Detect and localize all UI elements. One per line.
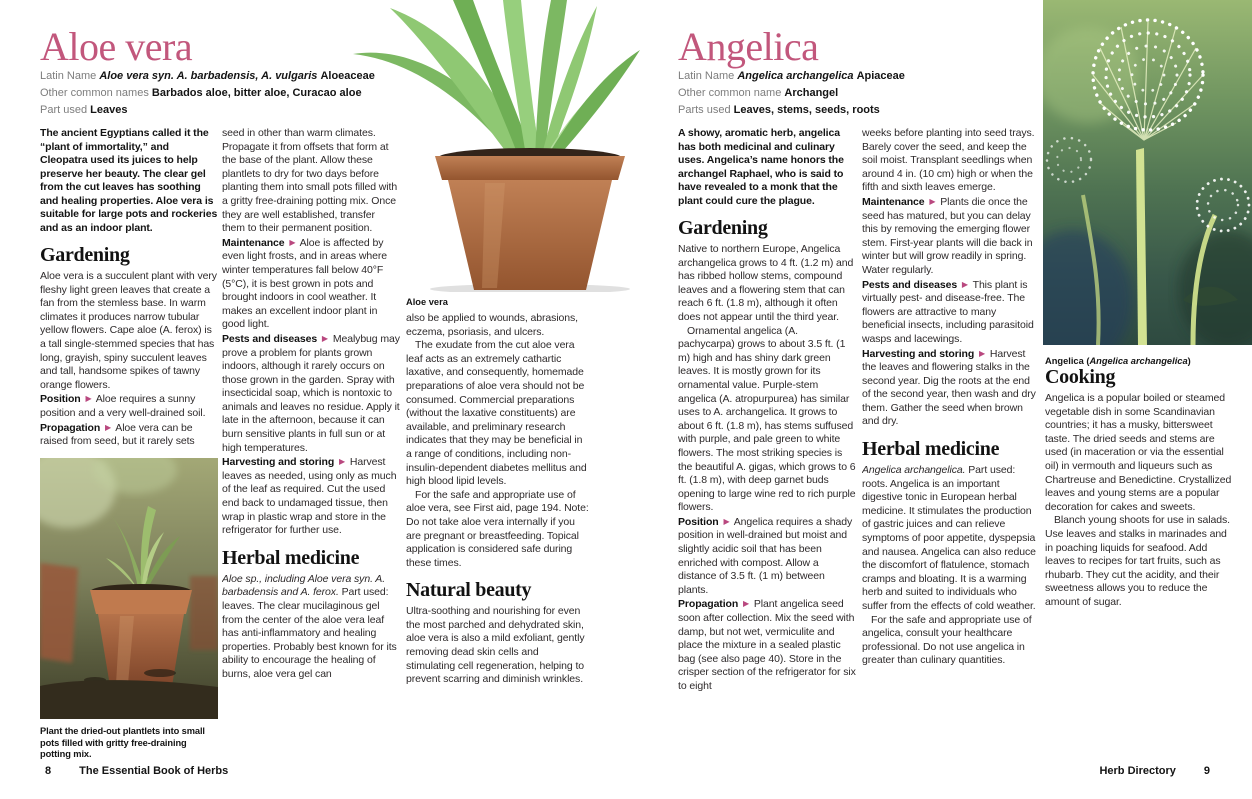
safety-paragraph: For the safe and appropriate use of aloe vera, see First aid, page 194. Note: Do not take aloe vera internally if you are pregnant or breastfeeding. Topical application is considered safe during these times. <box>406 488 589 569</box>
harvesting-label: Harvesting and storing <box>862 347 975 360</box>
aloe-photo-caption: Aloe vera <box>406 297 448 308</box>
herbal-medicine-text: Part used: leaves. The clear mucilaginous gel from the center of the aloe vera leaf has anti-inflammatory and healing properties. Probably best known for its ability to encourage the healing of burns, aloe vera gel can <box>222 586 397 680</box>
angelica-column-2 <box>862 127 1040 668</box>
propagation-text: Aloe vera can be raised from seed, but it rarely sets <box>40 421 195 448</box>
natural-beauty-text: Ultra-soothing and nourishing for even the most parched and dehydrated skin, aloe vera is also a mild exfoliant, gently removing dead skin cells and stimulating cell regeneration, helping to prevent scarring and diminish wrinkles. <box>406 605 585 686</box>
aloe-intro: The ancient Egyptians called it the “plant of immortality,” and Cleopatra used its juices to help preserve her beauty. The clear gel from the cut leaves has soothing and healing properties. Aloe vera is suitable for large pots and rockeries and as an indoor plant. <box>40 127 218 234</box>
pointer-icon: ▶ <box>978 348 986 358</box>
harvesting-text: Harvest leaves as needed, using only as much of the leaf as required. Cut the used end back to undamaged tissue, then wrap in plastic wrap and store in the refrigerator for further use. <box>222 456 397 537</box>
plantlet-pots-illustration <box>40 458 218 719</box>
pests-text: This plant is virtually pest- and disease-free. The flowers are attractive to many beneficial insects, including parasitoid wasps and lacewings. <box>862 278 1034 345</box>
pointer-icon: ▶ <box>104 422 112 432</box>
pointer-icon: ▶ <box>961 279 968 289</box>
book-title: The Essential Book of Herbs <box>79 765 229 777</box>
common-name-value: Archangel <box>784 87 839 99</box>
maintenance-text: Aloe is affected by even light frosts, and in areas where winter temperatures fall below 40°F (5°C), it is best grown in pots and brought indoors in cool weather. It makes an excellent indoor plant in good light. <box>222 236 387 331</box>
latin-name-label: Latin Name <box>40 70 97 82</box>
caption-text: ) <box>1187 356 1191 367</box>
aloe-page-title: Aloe vera <box>40 24 193 69</box>
part-used-value: Leaves <box>90 104 128 116</box>
maintenance-paragraph <box>862 195 1040 278</box>
aloe-meta <box>40 68 375 119</box>
part-used-label: Part used <box>40 104 88 116</box>
herbal-medicine-paragraph <box>862 464 1040 614</box>
angelica-parts-used-line <box>678 102 905 119</box>
pointer-icon: ▶ <box>929 196 936 206</box>
left-page-number: 8 <box>45 765 52 777</box>
pointer-icon: ▶ <box>742 599 750 609</box>
herbal-continued: also be applied to wounds, abrasions, eczema, psoriasis, and ulcers. <box>406 312 579 338</box>
pests-paragraph <box>222 332 400 455</box>
harvesting-paragraph <box>222 455 400 538</box>
gardening-paragraph-1: Native to northern Europe, Angelica archangelica grows to 4 ft. (1.2 m) and has ribbed hollow stems, compound leaves and a flowering stem that can reach 6 ft. (1.8 m), although it often does not appear until the third year. <box>678 243 854 323</box>
pests-text: Mealybug may prove a problem for plants grown indoors, although it rarely occurs on those grown in the garden. Spray with insecticidal soap, which is nontoxic to animals and leaves no residue. Apply it late in the afternoon, because it can burn sensitive plants in full sun or at high temperatures. <box>222 332 400 454</box>
cooking-paragraph-1: Angelica is a popular boiled or steamed vegetable dish in some Scandinavian countries; it has a musky, bittersweet taste. The dried seeds and stems are used (in maceration or via the essential oil) in vermouth and liqueurs such as Chartreuse and Benedictine. Crystallized leaves and young stems are a popular decoration for cakes and sweets. <box>1045 392 1232 513</box>
propagation-continued: seed in other than warm climates. Propagate it from offsets that form at the base of the plant. Allow these plantlets to dry for two days before planting them into small pots filled with a gritty free-draining potting mix. Once they are well established, transfer them to their permanent position. <box>222 127 398 235</box>
angelica-column-1 <box>678 127 856 694</box>
harvesting-text: Harvest the leaves and flowering stalks in the second year. Dig the roots at the end of the second year, then wash and dry them. Gather the seed when brown and dry. <box>862 347 1036 428</box>
right-page-number: 9 <box>1203 765 1210 777</box>
herbal-species-italic: Aloe sp., including Aloe vera syn. A. barbadensis and A. ferox. <box>222 572 386 599</box>
aloe-column-2 <box>222 127 400 682</box>
parts-used-label: Parts used <box>678 104 731 116</box>
family-name: Aloeaceae <box>320 70 375 82</box>
section-title: Herb Directory <box>1099 765 1176 777</box>
latin-name-value: Angelica archangelica <box>737 70 854 82</box>
pointer-icon: ▶ <box>321 333 328 343</box>
position-text: Aloe requires a sunny position and a very well-drained soil. <box>40 393 206 419</box>
position-text: Angelica requires a shady position in well-drained but moist and slightly acidic soil that has been enriched with compost. Allow a distance of 3.5 ft. (1 m) between plants. <box>678 515 853 596</box>
pointer-icon: ▶ <box>338 457 346 467</box>
position-paragraph <box>678 515 856 598</box>
herbal-medicine-paragraph <box>222 573 400 682</box>
gardening-paragraph: Aloe vera is a succulent plant with very fleshy light green leaves that create a fan from the stemless base. In warm climates it produces narrow tubular yellow flowers. Cape aloe (A. ferox) is a tall single-stemmed species that has long, grayish, spiny succulent leaves and tall, handsome spikes of tawny orange flowers. <box>40 270 217 391</box>
caption-text: Angelica ( <box>1045 356 1090 367</box>
aloe-latin-name-line <box>40 68 375 85</box>
propagation-text: Plant angelica seed soon after collection. Mix the seed with damp, but not wet, vermiculite and place the mixture in a sealed plastic bag (see also page 40). Store in the crisper section of the refrigerator for six to eight <box>678 598 856 692</box>
pests-label: Pests and diseases <box>222 332 318 345</box>
plantlet-pots-photo <box>40 458 218 724</box>
right-page-footer <box>1099 765 1210 777</box>
common-name-label: Other common name <box>678 87 782 99</box>
angelica-latin-name-line <box>678 68 905 85</box>
pointer-icon: ▶ <box>289 237 296 247</box>
gardening-heading: Gardening <box>40 244 130 266</box>
parts-used-value: Leaves, stems, seeds, roots <box>733 104 880 116</box>
pointer-icon: ▶ <box>85 394 92 404</box>
propagation-paragraph <box>40 421 218 449</box>
plantlet-photo-caption: Plant the dried-out plantlets into small pots filled with gritty free-draining potting mix. <box>40 726 205 760</box>
angelica-intro: A showy, aromatic herb, angelica has both medicinal and culinary uses. Angelica’s name honors the archangel Raphael, who is said to have revealed to a monk that the plant could cure the plague. <box>678 127 844 207</box>
maintenance-text: Plants die once the seed has matured, but you can delay this by removing the emerging flower stem. First-year plants will die back in winter but will grow readily in spring. Water regularly. <box>862 195 1033 276</box>
herbal-species-italic: Angelica archangelica. <box>862 464 966 477</box>
herbal-safety-paragraph: For the safe and appropriate use of angelica, consult your healthcare professional. Do not use angelica in greater than culinary quantities. <box>862 613 1032 667</box>
angelica-plant-illustration <box>1043 0 1252 345</box>
caption-latin: Angelica archangelica <box>1089 356 1188 367</box>
propagation-paragraph <box>678 597 856 693</box>
aloe-column-3 <box>406 312 589 687</box>
harvesting-paragraph <box>862 347 1040 430</box>
angelica-page-title: Angelica <box>678 24 819 69</box>
pests-label: Pests and diseases <box>862 278 958 291</box>
maintenance-label: Maintenance <box>862 195 925 208</box>
latin-name-value: Aloe vera syn. A. barbadensis, A. vulgaris <box>99 70 318 82</box>
family-name: Apiaceae <box>856 70 905 82</box>
angelica-plant-photo <box>1043 0 1252 345</box>
herbal-medicine-heading: Herbal medicine <box>222 546 360 569</box>
position-paragraph <box>40 392 218 420</box>
maintenance-paragraph <box>222 236 400 332</box>
aloe-part-used-line <box>40 102 375 119</box>
harvesting-label: Harvesting and storing <box>222 456 335 469</box>
position-label: Position <box>678 515 719 528</box>
aloe-column-1 <box>40 127 218 761</box>
exudate-paragraph: The exudate from the cut aloe vera leaf acts as an extremely cathartic laxative, and consequently, homemade preparations of aloe vera should not be consumed. Commercial preparations (without the laxative constituents) are available, and preliminary research indicates that they may be beneficial in a range of conditions, including non-insulin-dependent diabetes mellitus and high blood lipid levels. <box>406 339 587 488</box>
herbal-medicine-text: Part used: roots. Angelica is an important digestive tonic in European herbal medicine. It stimulates the production of gastric juices and can relieve symptoms of poor appetite, dyspepsia and nausea. Angelica can also reduce the discomfort of flatulence, stomach cramps and bloating. It is a warming herb and suited to individuals who suffer from the effects of cold weather. <box>862 464 1036 612</box>
position-label: Position <box>40 393 81 406</box>
pointer-icon: ▶ <box>723 516 730 526</box>
angelica-meta <box>678 68 905 119</box>
propagation-continued: weeks before planting into seed trays. Barely cover the seed, and keep the soil moist. Transplant seedlings when around 4 in. (10 cm) high or when the fifth and sixth leaves emerge. <box>862 127 1035 194</box>
propagation-label: Propagation <box>678 598 739 611</box>
aloe-common-names-line <box>40 85 375 102</box>
latin-name-label: Latin Name <box>678 70 735 82</box>
pests-paragraph <box>862 278 1040 347</box>
cooking-paragraph-2: Blanch young shoots for use in salads. Use leaves and stalks in marinades and in poaching liquids for seafood. Add leaves to recipes for tart fruits, such as rhubarb. They cut the acidity, and their sweetness allows you to reduce the amount of sugar. <box>1045 514 1230 608</box>
common-names-label: Other common names <box>40 87 149 99</box>
gardening-heading: Gardening <box>678 217 768 239</box>
maintenance-label: Maintenance <box>222 236 285 249</box>
angelica-column-3 <box>1045 365 1237 610</box>
angelica-common-name-line <box>678 85 905 102</box>
common-names-value: Barbados aloe, bitter aloe, Curacao aloe <box>151 87 362 99</box>
herbal-medicine-heading: Herbal medicine <box>862 438 1000 461</box>
left-page-footer <box>45 765 228 777</box>
propagation-label: Propagation <box>40 421 101 434</box>
natural-beauty-heading: Natural beauty <box>406 579 532 602</box>
gardening-paragraph-2: Ornamental angelica (A. pachycarpa) grows to about 3.5 ft. (1 m) high and has shiny dark green leaves. It is mostly grown for its ornamental value. Purple-stem angelica (A. atropurpurea) has similar uses to A. archangelica. It grows to about 6 ft. (1.8 m), has stems suffused with purple, and pale green to white flowers. The most striking species is the beautiful A. gigas, which grows to 6 ft. (1.8 m), with deep garnet buds opening to large wine red to rich purple flowers. <box>678 324 856 514</box>
cooking-heading: Cooking <box>1045 366 1116 388</box>
